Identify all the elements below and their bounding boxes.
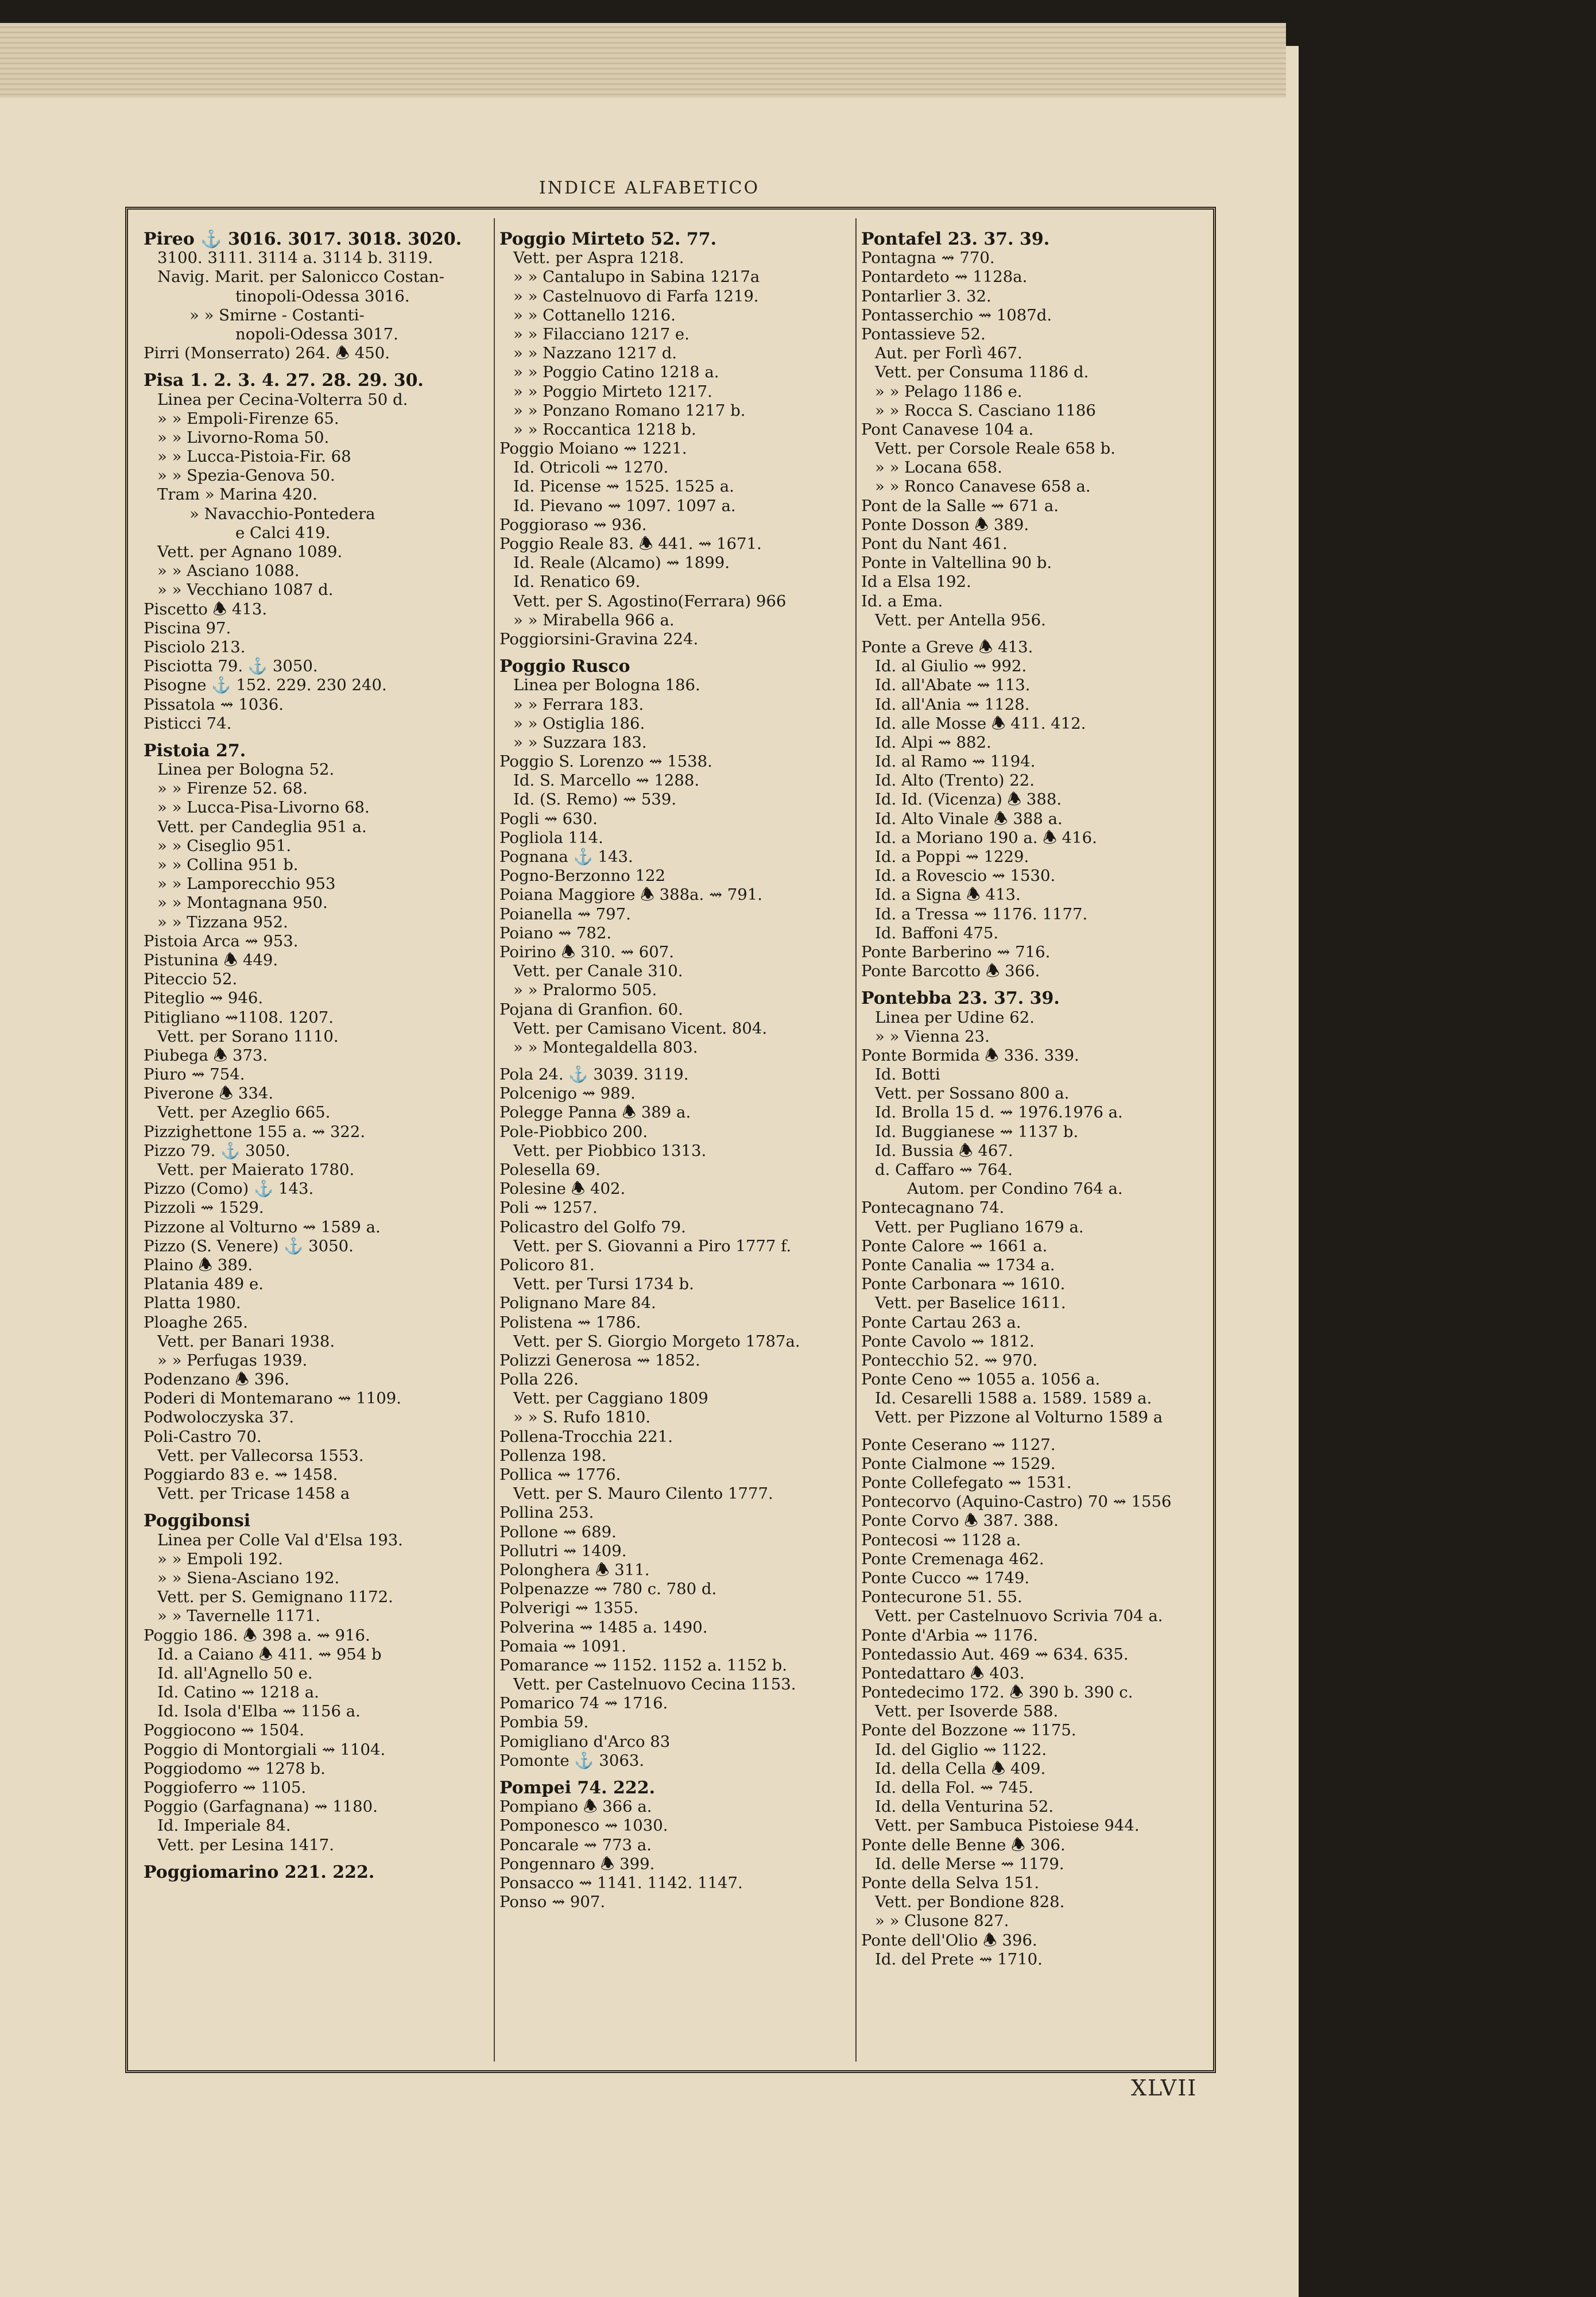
index-entry: Poirino 🕭 310. ⇝ 607. [499,942,675,961]
index-entry: Id. (S. Remo) ⇝ 539. [513,790,677,809]
index-entry: Ponte Cialmone ⇝ 1529. [861,1454,1056,1473]
index-entry: Id. al Ramo ⇝ 1194. [875,752,1036,771]
index-entry: Ponte Canalia ⇝ 1734 a. [861,1255,1055,1274]
index-entry: Ponte Cremenaga 462. [861,1549,1044,1568]
index-entry: » » Tizzana 952. [157,912,288,931]
index-entry: » » Pelago 1186 e. [875,382,1022,401]
index-entry: Piscina 97. [144,618,231,637]
index-entry: e Calci 419. [235,523,331,542]
index-entry: Vett. per Aspra 1218. [513,249,684,268]
index-entry: Piscetto 🕭 413. [144,600,268,618]
index-entry: Id. S. Marcello ⇝ 1288. [513,771,700,790]
index-entry: » » Mirabella 966 a. [513,610,675,629]
index-entry: Linea per Udine 62. [875,1008,1035,1027]
index-entry: Id. alle Mosse 🕭 411. 412. [875,714,1086,733]
index-entry: Poggio di Montorgiali ⇝ 1104. [144,1740,386,1759]
index-entry: Vett. per Isoverde 588. [875,1702,1059,1721]
index-entry: » Navacchio-Pontedera [189,504,375,523]
index-entry: » » Lucca-Pisa-Livorno 68. [157,798,370,817]
index-entry: Pontecorvo (Aquino-Castro) 70 ⇝ 1556 [861,1492,1172,1511]
index-entry: » » Ciseglio 951. [157,836,292,855]
index-entry: Ponsacco ⇝ 1141. 1142. 1147. [499,1873,743,1892]
index-entry: Ponte a Greve 🕭 413. [861,637,1033,656]
index-entry: Ponte Cavolo ⇝ 1812. [861,1332,1035,1351]
index-entry: » » Pralormo 505. [513,981,657,1000]
index-entry: Polignano Mare 84. [499,1294,656,1313]
index-entry: Id. Pievano ⇝ 1097. 1097 a. [513,496,736,515]
index-entry: Pitigliano ⇝1108. 1207. [144,1008,334,1027]
index-entry: Polegge Panna 🕭 389 a. [499,1103,691,1122]
index-entry: » » Poggio Mirteto 1217. [513,382,712,401]
index-entry: Poggiomarino 221. 222. [144,1862,375,1882]
index-entry: Piubega 🕭 373. [144,1046,268,1065]
index-entry: Vett. per Lesina 1417. [157,1835,334,1854]
index-entry: » » Livorno-Roma 50. [157,428,330,447]
index-entry: Ponte Cartau 263 a. [861,1313,1021,1332]
index-entry: Id. a Moriano 190 a. 🕭 416. [875,828,1097,847]
index-entry: Pomponesco ⇝ 1030. [499,1816,668,1835]
index-entry: Pojana di Granfion. 60. [499,1000,683,1019]
index-entry: Aut. per Forlì 467. [875,344,1022,363]
index-entry: Platta 1980. [144,1294,241,1313]
index-entry: Poggio Moiano ⇝ 1221. [499,439,687,458]
index-entry: » » Cottanello 1216. [513,306,676,324]
index-entry: Poggioferro ⇝ 1105. [144,1778,307,1797]
index-entry: Linea per Cecina-Volterra 50 d. [157,390,408,409]
index-entry: Pogno-Berzonno 122 [499,867,665,885]
index-entry: » » Ponzano Romano 1217 b. [513,401,746,420]
index-entry: Polpenazze ⇝ 780 c. 780 d. [499,1580,717,1599]
index-entry: Polverigi ⇝ 1355. [499,1599,639,1618]
index-entry: Pontarlier 3. 32. [861,287,991,306]
index-entry: Linea per Colle Val d'Elsa 193. [157,1530,403,1549]
index-entry: Ponte Dosson 🕭 389. [861,515,1029,534]
index-entry: Id a Elsa 192. [861,573,971,591]
index-entry: Navig. Marit. per Salonicco Costan- [157,268,445,287]
index-entry: Pontedassio Aut. 469 ⇝ 634. 635. [861,1645,1129,1664]
index-entry: Pongennaro 🕭 399. [499,1854,655,1873]
index-entry: Pissatola ⇝ 1036. [144,695,284,714]
index-entry: Ponte delle Benne 🕭 306. [861,1835,1066,1854]
index-entry: Polizzi Generosa ⇝ 1852. [499,1351,700,1370]
index-entry: Vett. per Camisano Vicent. 804. [513,1019,768,1038]
index-entry: Vett. per Piobbico 1313. [513,1141,707,1160]
index-entry: Poiano ⇝ 782. [499,923,612,942]
index-entry: » » Ostiglia 186. [513,714,645,733]
index-entry: » » Asciano 1088. [157,562,300,581]
index-entry: » » Perfugas 1939. [157,1351,308,1370]
index-entry: nopoli-Odessa 3017. [235,324,398,343]
index-entry: Pola 24. ⚓ 3039. 3119. [499,1065,689,1084]
index-entry: Id. della Cella 🕭 409. [875,1759,1046,1778]
index-entry: Platania 489 e. [144,1275,264,1294]
index-entry: Vett. per Castelnuovo Cecina 1153. [513,1675,796,1694]
page-number: XLVII [1131,2075,1198,2101]
index-entry: Id. Imperiale 84. [157,1816,291,1835]
index-entry: Piuro ⇝ 754. [144,1065,245,1084]
index-entry: Policastro del Golfo 79. [499,1217,686,1236]
index-entry: Ponte Barcotto 🕭 366. [861,962,1040,981]
index-entry: Pizzo (Como) ⚓ 143. [144,1180,314,1198]
index-entry: Poli-Castro 70. [144,1427,262,1446]
index-entry: Ponte del Bozzone ⇝ 1175. [861,1721,1076,1740]
index-entry: Vett. per Corsole Reale 658 b. [875,439,1115,458]
index-entry: Policoro 81. [499,1255,595,1274]
running-header: INDICE ALFABETICO [539,178,760,198]
index-entry: Linea per Bologna 52. [157,760,335,779]
index-entry: Pontedattaro 🕭 403. [861,1664,1025,1683]
index-entry: Pontecchio 52. ⇝ 970. [861,1351,1038,1370]
index-entry: d. Caffaro ⇝ 764. [875,1161,1013,1179]
index-entry: Pisciolo 213. [144,637,246,656]
index-entry: Pole-Piobbico 200. [499,1122,648,1141]
index-entry: tinopoli-Odessa 3016. [235,287,410,306]
index-entry: Pollone ⇝ 689. [499,1522,617,1541]
index-entry: Polcenigo ⇝ 989. [499,1084,636,1103]
index-entry: » » Cantalupo in Sabina 1217a [513,268,760,287]
index-entry: Pognana ⚓ 143. [499,848,633,866]
index-entry: Id. a Ema. [861,591,943,610]
index-entry: Id. Brolla 15 d. ⇝ 1976.1976 a. [875,1103,1123,1122]
index-entry: » » Poggio Catino 1218 a. [513,363,719,382]
index-entry: Pireo ⚓ 3016. 3017. 3018. 3020. [144,230,462,249]
index-entry: Vett. per S. Gemignano 1172. [157,1588,393,1607]
index-entry: Tram » Marina 420. [157,485,317,504]
index-entry: Pistoia 27. [144,740,246,761]
index-entry: Id. Reale (Alcamo) ⇝ 1899. [513,554,730,573]
index-entry: Polistena ⇝ 1786. [499,1313,641,1332]
index-entry: Vett. per Caggiano 1809 [513,1389,708,1408]
index-entry: » » Vienna 23. [875,1027,990,1046]
index-entry: » » Collina 951 b. [157,856,299,874]
index-entry: Poggio Mirteto 52. 77. [499,230,717,249]
index-entry: Poianella ⇝ 797. [499,904,631,923]
index-entry: Pontecurone 51. 55. [861,1588,1022,1607]
index-entry: Pisciotta 79. ⚓ 3050. [144,657,318,676]
index-entry: Pontedecimo 172. 🕭 390 b. 390 c. [861,1683,1133,1702]
index-entry: Vett. per Sorano 1110. [157,1027,339,1046]
index-entry: Id. al Giulio ⇝ 992. [875,657,1027,676]
index-column-3 [861,230,1211,1969]
index-entry: Poggio S. Lorenzo ⇝ 1538. [499,752,712,771]
index-entry: Vett. per Consuma 1186 d. [875,363,1089,382]
index-entry: Vett. per Antella 956. [875,610,1046,629]
index-entry: Autom. per Condino 764 a. [907,1180,1123,1198]
index-entry: Pizzoli ⇝ 1529. [144,1198,264,1217]
index-entry: Vett. per Azeglio 665. [157,1103,331,1122]
index-entry: Vett. per Sambuca Pistoiese 944. [875,1816,1140,1835]
index-entry: » » Clusone 827. [875,1912,1009,1931]
index-entry: Id. a Rovescio ⇝ 1530. [875,867,1056,885]
index-entry: Ponte Corvo 🕭 387. 388. [861,1511,1059,1530]
index-entry: Id. a Signa 🕭 413. [875,885,1021,904]
index-entry: » » Montagnana 950. [157,894,328,912]
index-entry: Pontardeto ⇝ 1128a. [861,268,1028,287]
index-entry: » » Siena-Asciano 192. [157,1568,340,1587]
index-entry: » » Vecchiano 1087 d. [157,581,334,600]
index-entry: Podwoloczyska 37. [144,1408,295,1427]
index-entry: » » Smirne - Costanti- [189,306,365,324]
index-entry: Polla 226. [499,1370,579,1389]
index-entry: Id. Baffoni 475. [875,923,999,942]
index-entry: Vett. per Pizzone al Volturno 1589 a [875,1408,1163,1427]
index-entry: Ponso ⇝ 907. [499,1893,606,1912]
index-entry: Id. Alto (Trento) 22. [875,771,1035,790]
index-entry: Pomaia ⇝ 1091. [499,1637,626,1656]
index-entry: Pisticci 74. [144,714,232,733]
index-entry: Id. Renatico 69. [513,573,641,591]
index-entry: » » Montegaldella 803. [513,1038,698,1057]
index-entry: Id. del Prete ⇝ 1710. [875,1950,1043,1969]
index-entry: Ponte Ceno ⇝ 1055 a. 1056 a. [861,1370,1101,1389]
index-entry: Plaino 🕭 389. [144,1255,253,1274]
index-entry: Linea per Bologna 186. [513,676,700,695]
index-entry: Poncarale ⇝ 773 a. [499,1835,652,1854]
index-entry: Pistoia Arca ⇝ 953. [144,931,299,950]
index-entry: Pompiano 🕭 366 a. [499,1797,652,1816]
index-entry: Vett. per Agnano 1089. [157,543,343,561]
index-entry: Poderi di Montemarano ⇝ 1109. [144,1389,401,1408]
index-entry: Vett. per S. Giovanni a Piro 1777 f. [513,1236,792,1255]
index-entry: Pollutri ⇝ 1409. [499,1541,627,1560]
index-entry: Vett. per Tricase 1458 a [157,1484,350,1503]
index-entry: » » Firenze 52. 68. [157,779,308,798]
index-entry: Podenzano 🕭 396. [144,1370,290,1389]
index-entry: Poiana Maggiore 🕭 388a. ⇝ 791. [499,885,762,904]
index-entry: Polesine 🕭 402. [499,1180,626,1198]
index-entry: Poggiocono ⇝ 1504. [144,1721,304,1740]
index-entry: Vett. per Vallecorsa 1553. [157,1446,364,1465]
index-entry: Id. all'Abate ⇝ 113. [875,676,1031,695]
index-entry: » » Spezia-Genova 50. [157,466,335,485]
index-entry: Ponte dell'Olio 🕭 396. [861,1931,1037,1950]
index-entry: Pomigliano d'Arco 83 [499,1732,671,1751]
index-entry: Vett. per S. Giorgio Morgeto 1787a. [513,1332,800,1351]
index-entry: Vett. per Tursi 1734 b. [513,1275,694,1294]
index-entry: Id. Botti [875,1065,940,1084]
index-entry: Vett. per Baselice 1611. [875,1294,1066,1313]
index-entry: Poggioraso ⇝ 936. [499,515,647,534]
index-entry: Pont Canavese 104 a. [861,420,1034,439]
index-entry: Vett. per Canale 310. [513,962,683,981]
index-entry: » » Tavernelle 1171. [157,1607,321,1626]
index-entry: Piteccio 52. [144,970,238,989]
index-entry: Ponte Cucco ⇝ 1749. [861,1568,1030,1587]
index-entry: Id. Otricoli ⇝ 1270. [513,458,669,477]
index-entry: Pontagna ⇝ 770. [861,249,995,268]
index-entry: » » Castelnuovo di Farfa 1219. [513,287,759,306]
index-entry: Pont de la Salle ⇝ 671 a. [861,496,1059,515]
index-entry: Pisogne ⚓ 152. 229. 230 240. [144,676,387,695]
index-entry: Pompei 74. 222. [499,1778,656,1798]
index-entry: Ponte Calore ⇝ 1661 a. [861,1236,1048,1255]
index-entry: Ploaghe 265. [144,1313,248,1332]
index-entry: Id. Picense ⇝ 1525. 1525 a. [513,477,734,496]
index-entry: Vett. per Candeglia 951 a. [157,817,367,836]
index-entry: Id. Bussia 🕭 467. [875,1141,1013,1160]
index-entry: Id. all'Ania ⇝ 1128. [875,695,1030,714]
index-entry: Ponte d'Arbia ⇝ 1176. [861,1626,1038,1645]
index-entry: Poggio Rusco [499,656,630,677]
index-entry: Id. Isola d'Elba ⇝ 1156 a. [157,1702,361,1721]
index-entry: Ponte Ceserano ⇝ 1127. [861,1435,1056,1454]
index-entry: Poggibonsi [144,1511,251,1532]
index-entry: » » S. Rufo 1810. [513,1408,651,1427]
index-entry: Pollina 253. [499,1503,594,1522]
index-entry: Pontafel 23. 37. 39. [861,230,1050,249]
index-entry: Pollica ⇝ 1776. [499,1465,621,1484]
index-entry: Pistunina 🕭 449. [144,950,278,969]
index-entry: Pontasserchio ⇝ 1087d. [861,306,1052,324]
index-entry: Vett. per Pugliano 1679 a. [875,1217,1084,1236]
index-entry: Id. della Fol. ⇝ 745. [875,1778,1033,1797]
index-column-2 [499,230,850,1912]
index-entry: » » Nazzano 1217 d. [513,344,677,363]
index-entry: Pirri (Monserrato) 264. 🕭 450. [144,344,390,363]
index-entry: Pont du Nant 461. [861,535,1008,553]
index-column-1 [144,230,494,1882]
index-entry: Pisa 1. 2. 3. 4. 27. 28. 29. 30. [144,370,424,391]
index-entry: Pizzone al Volturno ⇝ 1589 a. [144,1217,381,1236]
index-entry: Ponte Carbonara ⇝ 1610. [861,1275,1066,1294]
index-entry: Ponte della Selva 151. [861,1873,1040,1892]
index-entry: Pomarico 74 ⇝ 1716. [499,1694,668,1713]
index-entry: Piverone 🕭 334. [144,1084,274,1103]
index-entry: » » Locana 658. [875,458,1002,477]
index-entry: Pizzo 79. ⚓ 3050. [144,1141,290,1160]
index-entry: Pomarance ⇝ 1152. 1152 a. 1152 b. [499,1656,788,1675]
index-entry: Pontecagnano 74. [861,1198,1005,1217]
index-entry: Vett. per Banari 1938. [157,1332,335,1351]
index-entry: Vett. per S. Agostino(Ferrara) 966 [513,591,787,610]
index-entry: Polonghera 🕭 311. [499,1560,650,1579]
column-rule [494,218,495,2062]
index-entry: Piteglio ⇝ 946. [144,989,264,1008]
index-entry: Pizzighettone 155 a. ⇝ 322. [144,1122,366,1141]
index-entry: Poggiodomo ⇝ 1278 b. [144,1759,326,1778]
index-entry: Pomonte ⚓ 3063. [499,1751,645,1770]
index-entry: Pontassieve 52. [861,324,986,343]
index-entry: Pogliola 114. [499,828,603,847]
index-entry: Pollena-Trocchia 221. [499,1427,673,1446]
index-entry: Ponte Bormida 🕭 336. 339. [861,1046,1079,1065]
index-entry: Poggio 186. 🕭 398 a. ⇝ 916. [144,1626,370,1645]
index-entry: Id. a Tressa ⇝ 1176. 1177. [875,904,1088,923]
index-entry: Id. a Caiano 🕭 411. ⇝ 954 b [157,1645,382,1664]
index-entry: Pontecosi ⇝ 1128 a. [861,1530,1021,1549]
index-entry: Ponte Barberino ⇝ 716. [861,942,1051,961]
index-entry: Poggio (Garfagnana) ⇝ 1180. [144,1797,378,1816]
index-entry: » » Ronco Canavese 658 a. [875,477,1091,496]
index-entry: » » Roccantica 1218 b. [513,420,696,439]
index-entry: Polverina ⇝ 1485 a. 1490. [499,1618,708,1637]
index-entry: Id. Cesarelli 1588 a. 1589. 1589 a. [875,1389,1152,1408]
index-entry: Pontebba 23. 37. 39. [861,988,1060,1009]
index-entry: Id. Id. (Vicenza) 🕭 388. [875,790,1062,809]
index-entry: » » Ferrara 183. [513,695,644,714]
page-edges [0,23,1286,98]
index-entry: Vett. per Castelnuovo Scrivia 704 a. [875,1607,1163,1626]
index-entry: Id. all'Agnello 50 e. [157,1664,313,1683]
index-entry: Pizzo (S. Venere) ⚓ 3050. [144,1236,354,1255]
index-entry: Id. a Poppi ⇝ 1229. [875,848,1029,866]
index-entry: Id. Alpi ⇝ 882. [875,733,991,752]
index-entry: Id. Catino ⇝ 1218 a. [157,1683,319,1702]
index-entry: » » Empoli-Firenze 65. [157,409,339,428]
index-entry: » » Lamporecchio 953 [157,875,336,894]
index-entry: » » Rocca S. Casciano 1186 [875,401,1096,420]
index-entry: » » Suzzara 183. [513,733,647,752]
index-entry: Id. Alto Vinale 🕭 388 a. [875,809,1063,828]
index-entry: » » Filacciano 1217 e. [513,324,689,343]
column-rule [855,218,857,2062]
index-entry: Vett. per Maierato 1780. [157,1161,355,1179]
index-entry: Poli ⇝ 1257. [499,1198,598,1217]
index-entry: Id. della Venturina 52. [875,1797,1054,1816]
index-entry: Id. delle Merse ⇝ 1179. [875,1854,1064,1873]
index-entry: Vett. per S. Mauro Cilento 1777. [513,1484,773,1503]
index-entry: 3100. 3111. 3114 a. 3114 b. 3119. [157,249,433,268]
index-entry: Poggio Reale 83. 🕭 441. ⇝ 1671. [499,535,762,553]
index-entry: Pogli ⇝ 630. [499,809,598,828]
index-entry: Id. del Giglio ⇝ 1122. [875,1740,1047,1759]
index-entry: Ponte in Valtellina 90 b. [861,554,1052,573]
index-entry: Ponte Collefegato ⇝ 1531. [861,1474,1072,1492]
index-entry: Poggiardo 83 e. ⇝ 1458. [144,1465,338,1484]
index-entry: Vett. per Bondione 828. [875,1893,1065,1912]
index-entry: Pombia 59. [499,1713,589,1732]
index-entry: Polesella 69. [499,1161,601,1179]
index-entry: » » Lucca-Pistoia-Fir. 68 [157,447,351,466]
index-entry: Poggiorsini-Gravina 224. [499,629,699,648]
index-entry: Vett. per Sossano 800 a. [875,1084,1070,1103]
index-entry: Pollenza 198. [499,1446,607,1465]
index-entry: » » Empoli 192. [157,1549,284,1568]
index-entry: Id. Buggianese ⇝ 1137 b. [875,1122,1079,1141]
